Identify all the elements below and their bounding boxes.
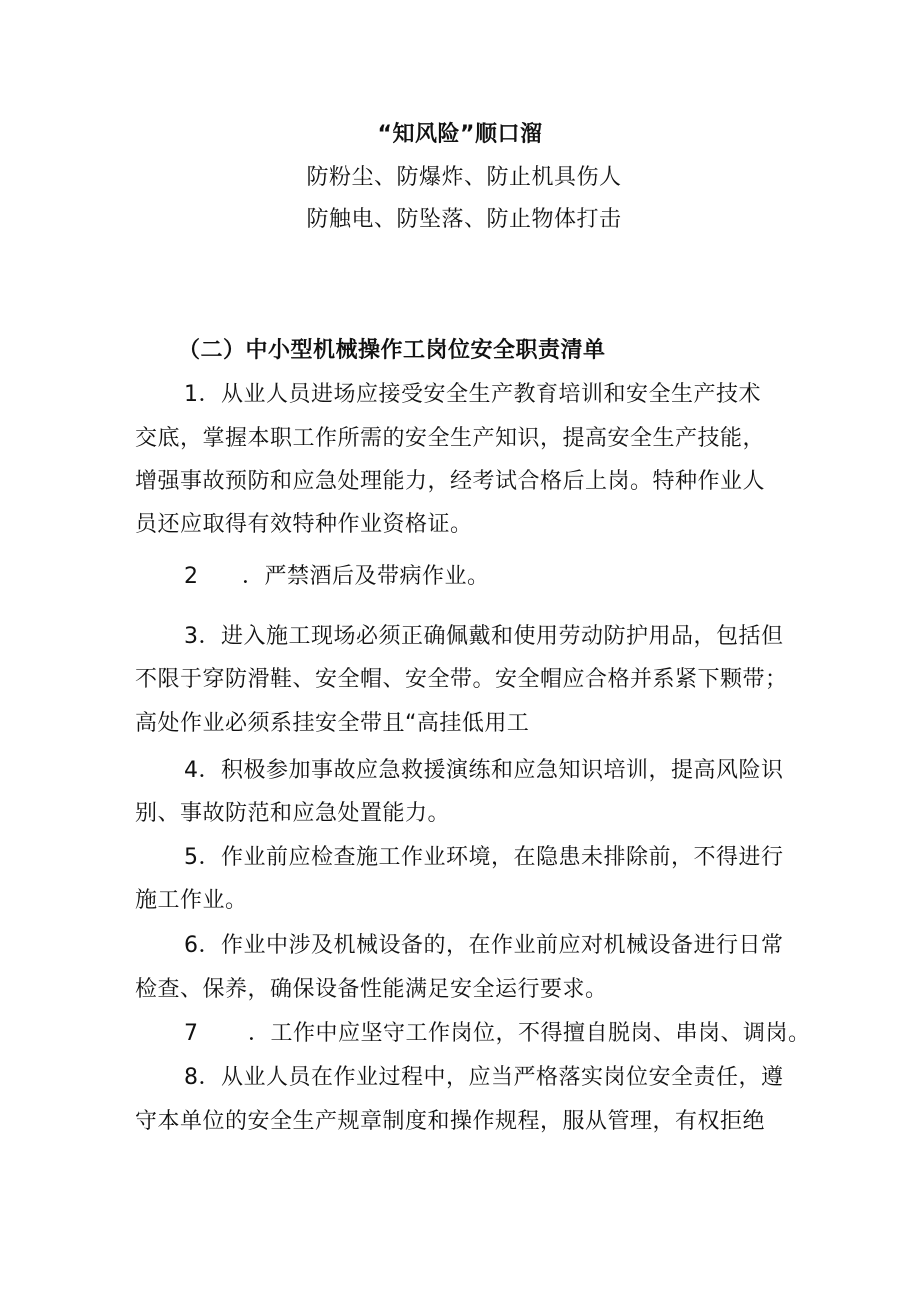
list-item-1-line-3: 增强事故预防和应急处理能力，经考试合格后上岗。特种作业人 [135,469,766,494]
item-number: 4 [184,758,199,783]
item-text: ．从业人员进场应接受安全生产教育培训和安全生产技术 [198,382,762,407]
section-heading: （二）中小型机械操作工岗位安全职责清单 [178,338,606,363]
item-number: 8 [184,1065,199,1090]
list-item-5-line-2: 施工作业。 [135,888,248,913]
list-item-5 [184,843,784,873]
item-number: 1 [184,382,199,407]
item-text: ．积极参加事故应急救援演练和应急知识培训，提高风险识 [198,758,784,783]
list-item-1-line-4: 员还应取得有效特种作业资格证。 [135,512,473,537]
list-item-1-line-2: 交底，掌握本职工作所需的安全生产知识，提高安全生产技能， [135,426,766,451]
item-number: 5 [184,845,199,870]
item-text: ．工作中应坚守工作岗位，不得擅自脱岗、串岗、调岗。 [248,1021,811,1046]
list-item-8 [184,1063,784,1093]
list-item-8-line-2: 守本单位的安全生产规章制度和操作规程，服从管理，有权拒绝 [135,1109,766,1134]
list-item-1 [184,380,761,410]
list-item-4 [184,756,784,786]
list-item-3 [184,622,784,652]
item-text: ．进入施工现场必须正确佩戴和使用劳动防护用品，包括但 [198,624,784,649]
item-number: 6 [184,933,199,958]
list-item-6-line-2: 检查、保养，确保设备性能满足安全运行要求。 [135,977,608,1002]
poem-line-1: 防粉尘、防爆炸、防止机具伤人 [306,165,622,190]
item-number: 3 [184,624,199,649]
poem-title: “知风险”顺口溜 [377,122,543,147]
list-item-7 [184,1019,811,1049]
item-text: ．作业中涉及机械设备的，在作业前应对机械设备进行日常 [198,933,784,958]
item-text: ．作业前应检查施工作业环境，在隐患未排除前，不得进行 [198,845,784,870]
list-item-3-line-2: 不限于穿防滑鞋、安全帽、安全带。安全帽应合格并系紧下颗带； [135,667,788,692]
list-item-4-line-2: 别、事故防范和应急处置能力。 [135,801,451,826]
item-number: 2 [184,564,199,589]
list-item-6 [184,931,784,961]
item-text: ．从业人员在作业过程中，应当严格落实岗位安全责任，遵 [198,1065,784,1090]
list-item-2 [184,562,490,592]
item-number: 7 [184,1021,199,1046]
item-text: ．严禁酒后及带病作业。 [242,564,490,589]
list-item-3-line-3: 高处作业必须系挂安全带且“高挂低用工 [135,711,530,736]
poem-line-2: 防触电、防坠落、防止物体打击 [306,207,622,232]
